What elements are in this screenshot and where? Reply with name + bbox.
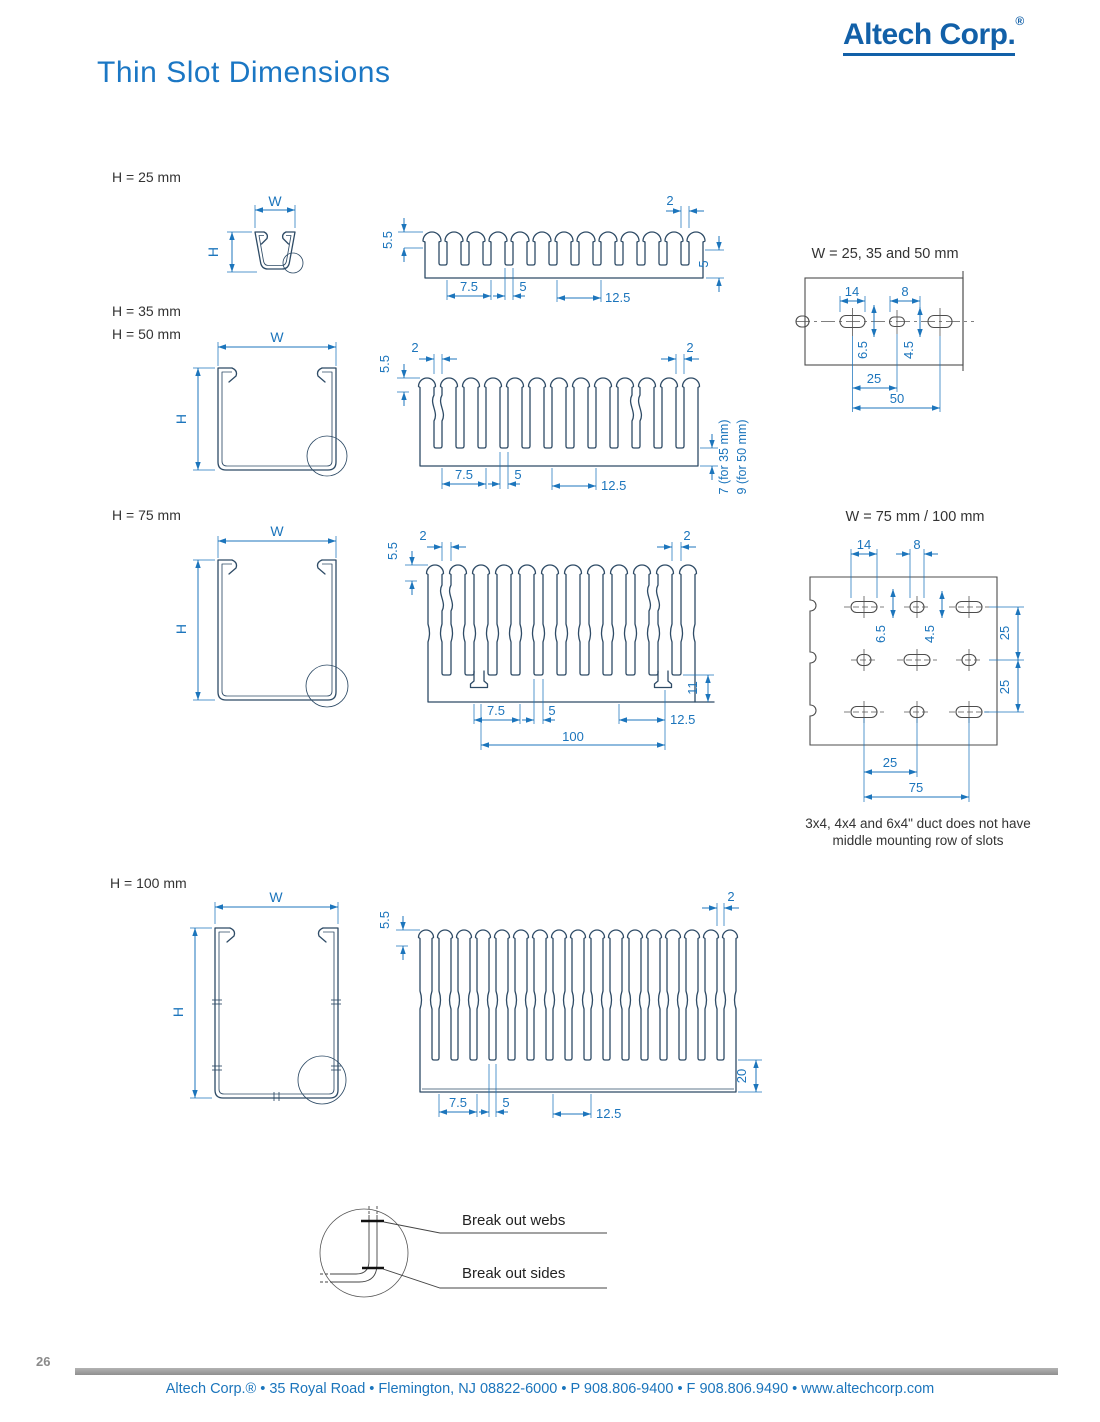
dim-50: 50 (889, 391, 905, 406)
dim-5: 5 (514, 467, 522, 482)
dim-12p5: 12.5 (601, 478, 627, 493)
dim-25-row: 25 (997, 625, 1012, 641)
brand-logo (843, 14, 1025, 52)
dim-base-35: 7 (for 35 mm) (717, 419, 731, 495)
dim-12p5: 12.5 (596, 1106, 622, 1121)
finger-foot (471, 671, 488, 688)
slot-profile-h25 (380, 193, 724, 305)
dim-h: H (173, 413, 189, 425)
dim-25-row: 25 (997, 679, 1012, 695)
dim-5: 5 (502, 1095, 510, 1110)
dim-14: 14 (856, 537, 872, 552)
dim-12p5: 12.5 (605, 290, 631, 305)
dim-2-left: 2 (419, 528, 427, 543)
knockout-ticks (212, 1000, 341, 1101)
dim-7p5: 7.5 (459, 279, 479, 294)
panel-title-narrow: W = 25, 35 and 50 mm (811, 246, 959, 262)
mounting-note-line2: middle mounting row of slots (832, 833, 1004, 848)
dim-7p5: 7.5 (454, 467, 474, 482)
page-number: 26 (36, 1354, 51, 1369)
detail-circle (298, 1056, 346, 1104)
dim-8: 8 (913, 537, 921, 552)
dim-w: W (270, 329, 284, 345)
finger-foot (655, 671, 672, 688)
cross-section-h35-50 (173, 329, 347, 476)
dim-4p5: 4.5 (922, 624, 937, 644)
cross-section-h25 (205, 193, 303, 273)
lip-right (283, 232, 289, 244)
lip-left (262, 232, 268, 244)
dim-h: H (173, 623, 189, 635)
footer-divider-bar (75, 1368, 1058, 1375)
dim-14: 14 (844, 284, 860, 299)
cross-section-h100 (170, 889, 346, 1104)
dim-w: W (269, 889, 283, 905)
dim-5p5: 5.5 (380, 230, 395, 250)
registered-mark-icon: ® (1015, 14, 1025, 28)
dim-2: 2 (666, 193, 674, 208)
breakout-label-sides: Break out sides (462, 1265, 566, 1282)
dim-5: 5 (548, 703, 556, 718)
section-label-h100: H = 100 mm (110, 875, 187, 891)
dim-12p5: 12.5 (670, 712, 696, 727)
dim-25: 25 (866, 371, 882, 386)
dim-2-right: 2 (686, 340, 694, 355)
dim-2-right: 2 (683, 528, 691, 543)
dim-2: 2 (727, 889, 735, 904)
dim-2-left: 2 (411, 340, 419, 355)
slot-profile-h35-50 (377, 340, 749, 495)
dim-5-side: 5 (696, 260, 711, 268)
dim-5p5: 5.5 (385, 541, 400, 561)
dim-7p5: 7.5 (486, 703, 506, 718)
breakout-label-webs: Break out webs (462, 1212, 566, 1229)
dim-100: 100 (562, 729, 584, 744)
dim-20: 20 (734, 1068, 749, 1084)
mounting-pattern-wide (810, 537, 1024, 802)
slot-profile-h100 (377, 889, 762, 1121)
dim-8: 8 (901, 284, 909, 299)
dim-base-50: 9 (for 50 mm) (735, 419, 749, 495)
dim-w: W (270, 523, 284, 539)
dim-5: 5 (519, 279, 527, 294)
slot-profile-h75 (385, 528, 714, 750)
footer-address-line: Altech Corp.® • 35 Royal Road • Flemington, NJ 08822-6000 • P 908.806-9400 • F 908.806.9490 • www.altechcorp.com (165, 1381, 935, 1397)
section-label-h25: H = 25 mm (112, 169, 181, 185)
dim-h: H (205, 246, 221, 258)
dim-75: 75 (908, 780, 924, 795)
dim-h: H (170, 1006, 186, 1018)
mounting-pattern-narrow (796, 271, 974, 412)
section-label-h50: H = 50 mm (112, 326, 181, 342)
detail-circle (306, 665, 348, 707)
dim-5p5: 5.5 (377, 910, 392, 930)
dim-6p5: 6.5 (873, 624, 888, 644)
brand-logo-text: Altech Corp. (843, 18, 1015, 56)
dim-w: W (268, 193, 282, 209)
section-label-h75: H = 75 mm (112, 507, 181, 523)
dim-25-col: 25 (882, 755, 898, 770)
dim-5p5: 5.5 (377, 354, 392, 374)
dim-6p5: 6.5 (855, 340, 870, 360)
section-label-h35: H = 35 mm (112, 303, 181, 319)
dim-11: 11 (685, 681, 700, 695)
panel-title-wide: W = 75 mm / 100 mm (845, 509, 985, 525)
mounting-note-line1: 3x4, 4x4 and 6x4" duct does not have (805, 816, 1031, 831)
cross-section-h75 (173, 523, 348, 707)
page-title: Thin Slot Dimensions (97, 56, 391, 89)
dim-4p5: 4.5 (901, 340, 916, 360)
dim-7p5: 7.5 (448, 1095, 468, 1110)
